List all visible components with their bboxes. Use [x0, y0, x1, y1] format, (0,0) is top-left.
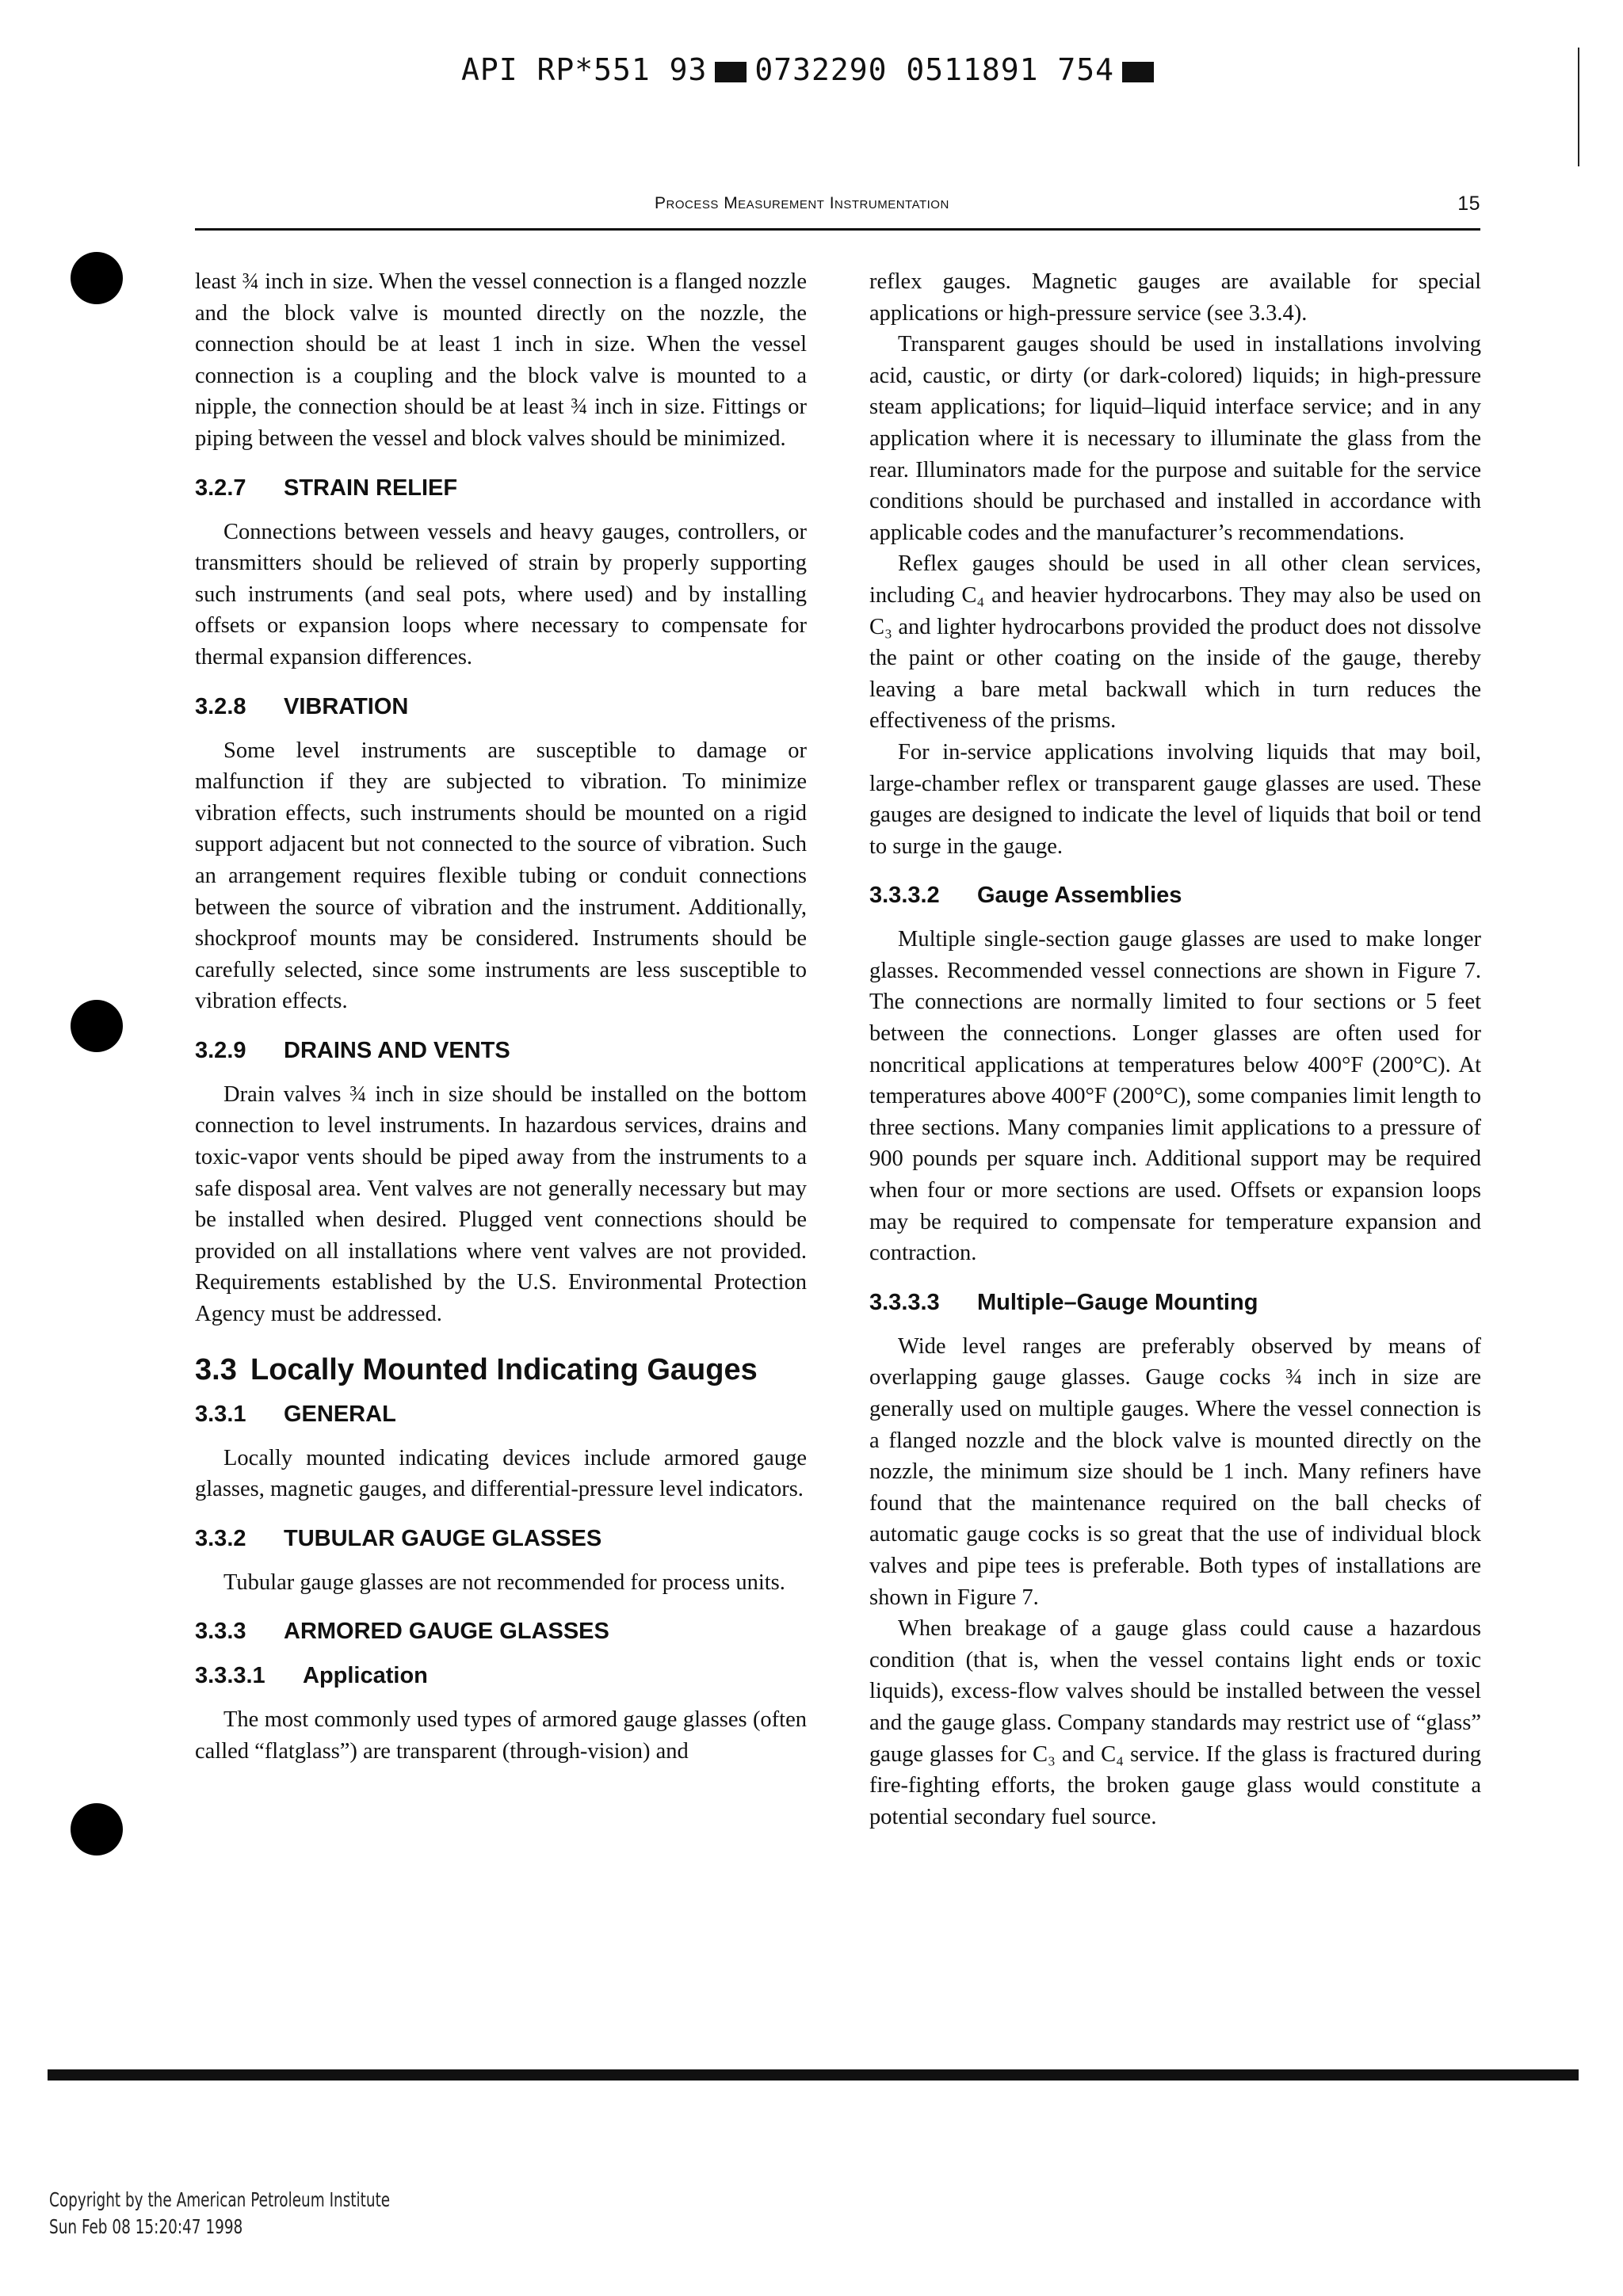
paragraph: reflex gauges. Magnetic gauges are available for special applications or high-pressure service (see 3.3.4).	[869, 269, 1481, 326]
punch-hole	[71, 252, 123, 304]
scan-edge-line	[1578, 48, 1579, 166]
paragraph: Multiple single-section gauge glasses are used to make longer glasses. Recommended vessel connections are shown in Figure 7. The connections are normally limited to four sections or 5 feet between the connections. Longer glasses are often used for noncritical applications at temperatures below 400°F (200°C). At temperatures above 400°F (200°C), some companies limit length to three sections. Many companies limit applications to a pressure of 900 pounds per square inch. Additional support may be required when four or more sections are used. Offsets or expansion loops may be required to compensate for temperature expansion and contraction.	[869, 927, 1481, 1266]
timestamp-line: Sun Feb 08 15:20:47 1998	[49, 2215, 243, 2238]
section-heading-3-3: 3.3 Locally Mounted Indicating Gauges	[195, 1352, 758, 1386]
paragraph: Some level instruments are susceptible to damage or malfunction if they are subjected to vibration. To minimize vibration effects, such instruments should be mounted on a rigid support adjacent but not connected to the source of vibration. Such an arrangement requires flexible tubing or conduit connections between the source of vibration and the instrument. Additionally, shockproof mounts may be considered. Instruments should be carefully selected, since some instruments are less susceptible to vibration effects.	[195, 738, 807, 1014]
section-heading-3-3-2: 3.3.2 TUBULAR GAUGE GLASSES	[195, 1525, 602, 1551]
section-heading-3-3-3: 3.3.3 ARMORED GAUGE GLASSES	[195, 1619, 609, 1645]
paragraph: least ¾ inch in size. When the vessel connection is a flanged nozzle and the block valve is mounted directly on the nozzle, the connection should be at least 1 inch in size. When the vessel connection is a coupling and the block valve is mounted to a nipple, the connection should be at least ¾ inch in size. Fittings or piping between the vessel and block valves should be minimized.	[195, 269, 807, 451]
paragraph: Connections between vessels and heavy gauges, controllers, or transmitters should be relieved of strain by properly supporting such instruments (and seal pots, where used) and by installing offsets or expansion loops where necessary to compensate for thermal expansion differences.	[195, 519, 807, 669]
paragraph: Drain valves ¾ inch in size should be installed on the bottom connection to level instruments. In hazardous services, drains and toxic-vapor vents should be piped away from the instruments to a safe disposal area. Vent valves are not generally necessary but may be installed when desired. Plugged vent connections should be provided on all installations where vent valves are not provided. Requirements established by the U.S. Environmental Protection Agency must be addressed.	[195, 1081, 807, 1327]
right-column	[869, 266, 1481, 1833]
stamp-code: API RP*551 93	[460, 52, 708, 87]
paragraph: Locally mounted indicating devices include armored gauge glasses, magnetic gauges, and differential-pressure level indicators.	[195, 1445, 807, 1502]
section-heading-3-3-3-1: 3.3.3.1 Application	[195, 1663, 428, 1689]
left-column	[195, 266, 807, 1768]
copyright-line: Copyright by the American Petroleum Institute	[49, 2188, 391, 2211]
section-heading-3-3-3-3: 3.3.3.3 Multiple–Gauge Mounting	[869, 1289, 1258, 1315]
punch-hole	[71, 1803, 123, 1855]
paragraph: Wide level ranges are preferably observed by means of overlapping gauge glasses. Gauge cocks ¾ inch in size are generally used on multiple gauges. Where the vessel connection is a flanged nozzle and the block valve is mounted directly on the nozzle, the minimum size should be 1 inch. Many refiners have found that the maintenance required on the ball checks of automatic gauge cocks is so great that the use of individual block valves and pipe tees is preferable. Both types of installations are shown in Figure 7.	[869, 1333, 1481, 1610]
footer-rule	[48, 2069, 1579, 2081]
section-heading-3-2-8: 3.2.8 VIBRATION	[195, 693, 409, 719]
paragraph: Transparent gauges should be used in installations involving acid, caustic, or dirty (or dark-colored) liquids; in high-pressure steam applications; for liquid–liquid interface service; and in any application where it is necessary to illuminate the glass from the rear. Illuminators made for the purpose and suitable for the service conditions should be purchased and installed in accordance with applicable codes and the manufacturer’s recommendations.	[869, 332, 1481, 545]
paragraph: Tubular gauge glasses are not recommended for process units.	[223, 1569, 785, 1595]
section-heading-3-2-7: 3.2.7 STRAIN RELIEF	[195, 475, 458, 501]
stamp-serial: 0732290 0511891 754	[754, 52, 1115, 87]
stamp-block-mark	[1122, 62, 1154, 82]
section-heading-3-2-9: 3.2.9 DRAINS AND VENTS	[195, 1037, 510, 1063]
header-rule	[195, 228, 1480, 231]
section-heading-3-3-1: 3.3.1 GENERAL	[195, 1401, 396, 1427]
document-id-stamp	[0, 52, 1623, 87]
paragraph: Reflex gauges should be used in all other clean services, including C₄ and heavier hydrocarbons. They may also be used on C₃ and lighter hydrocarbons provided the product does not dissolve the paint or other coating on the inside of the gauge, thereby leaving a bare metal backwall which in turn reduces the effectiveness of the prisms.	[869, 551, 1481, 734]
paragraph: When breakage of a gauge glass could cause a hazardous condition (that is, when the vessel contains light ends or toxic liquids), excess-flow valves should be installed between the vessel and the gauge glass. Company standards may restrict use of “glass” gauge glasses for C₃ and C₄ service. If the glass is fractured during fire-fighting efforts, the broken gauge glass would constitute a potential secondary fuel source.	[869, 1616, 1481, 1829]
stamp-block-mark	[715, 62, 747, 82]
punch-hole	[71, 1000, 123, 1052]
running-header-title: Process Measurement Instrumentation	[655, 194, 949, 212]
paragraph: For in-service applications involving liquids that may boil, large-chamber reflex or transparent gauge glasses are used. These gauges are designed to indicate the level of liquids that boil or tend to surge in the gauge.	[869, 739, 1481, 859]
paragraph: The most commonly used types of armored gauge glasses (often called “flatglass”) are transparent (through-vision) and	[195, 1707, 807, 1764]
section-heading-3-3-3-2: 3.3.3.2 Gauge Assemblies	[869, 883, 1182, 909]
copyright-notice	[49, 2187, 465, 2241]
page-number: 15	[1457, 193, 1480, 215]
